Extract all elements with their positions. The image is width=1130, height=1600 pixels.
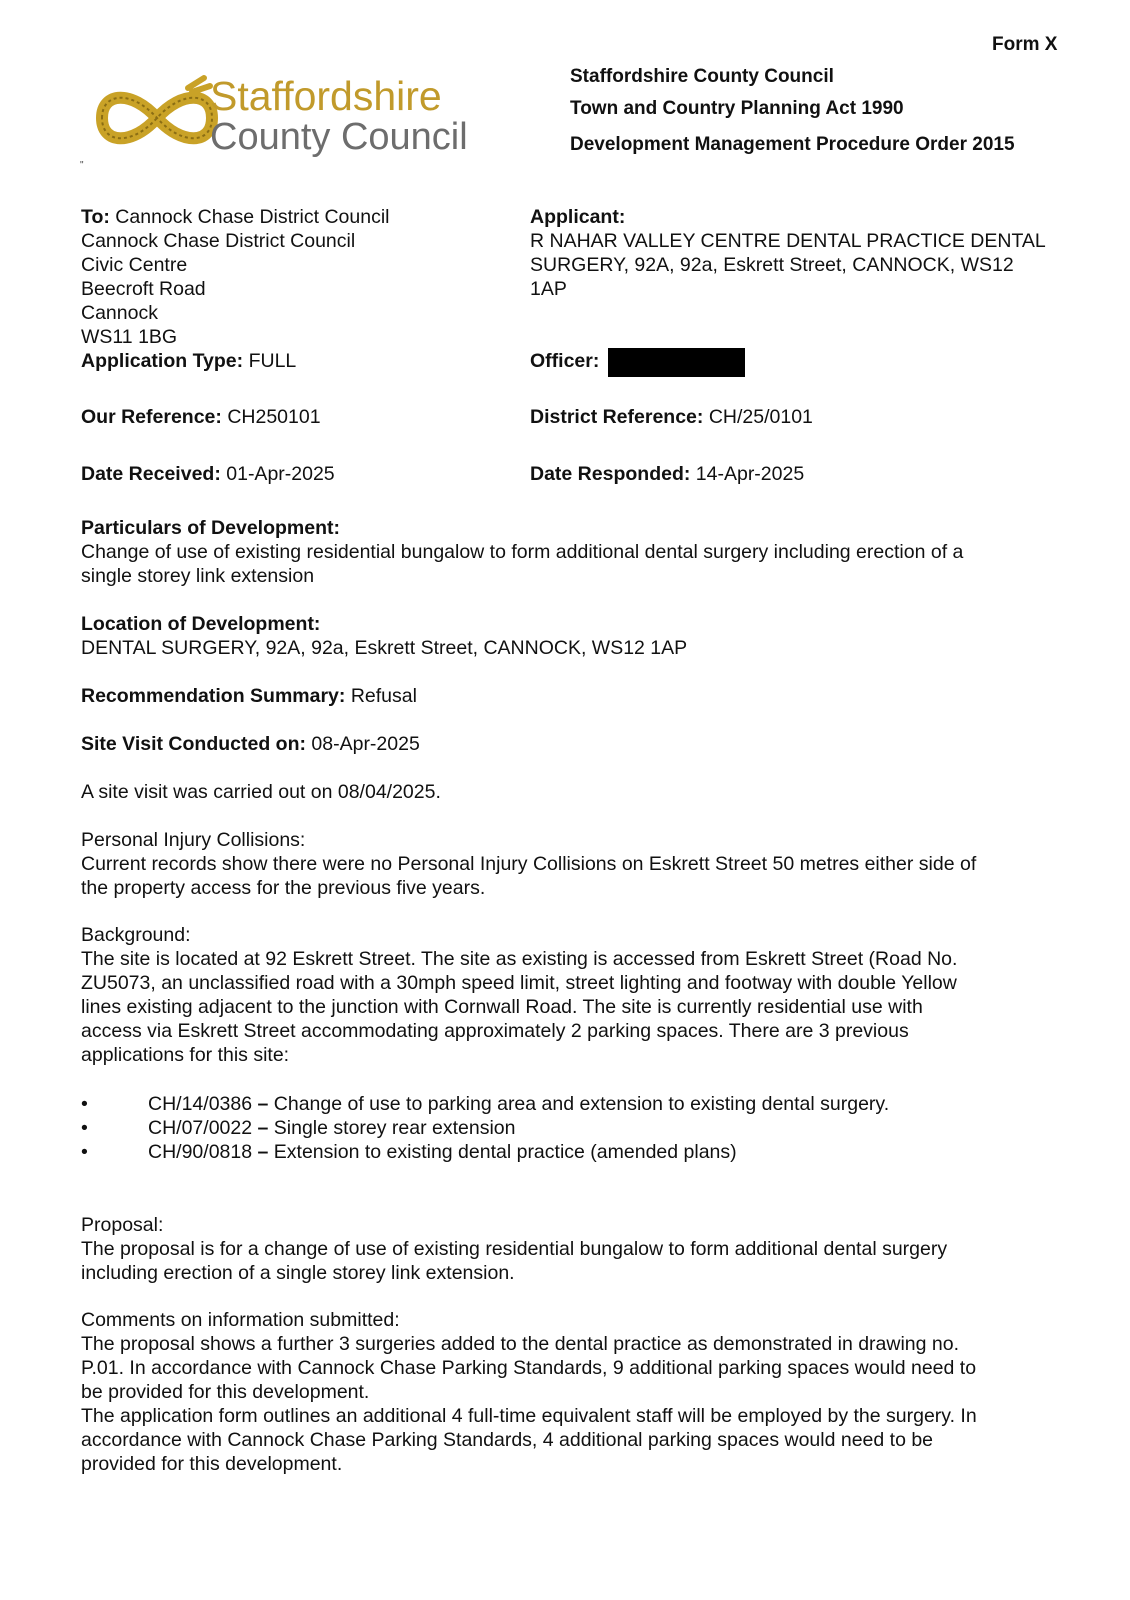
date-responded	[530, 462, 804, 486]
to-address-5: WS11 1BG	[81, 326, 178, 348]
applicant-line-3: 1AP	[530, 278, 567, 300]
small-mark: "	[80, 160, 84, 171]
background-line-3: lines existing adjacent to the junction with Cornwall Road. The site is currently residential use with	[81, 996, 923, 1018]
date-received-value: 01-Apr-2025	[226, 463, 335, 485]
date-received-label: Date Received:	[81, 463, 221, 485]
to-address-4: Cannock	[81, 302, 158, 324]
collisions-line-1: Current records show there were no Personal Injury Collisions on Eskrett Street 50 metres either side of	[81, 853, 977, 875]
site-visit-value: 08-Apr-2025	[311, 733, 420, 755]
recommendation-value: Refusal	[350, 685, 417, 707]
bullet-icon: •	[81, 1093, 88, 1115]
officer-label: Officer:	[530, 350, 600, 372]
list-item	[81, 1116, 88, 1140]
list-item-text: CH/14/0386 – Change of use to parking area and extension to existing dental surgery.	[148, 1093, 890, 1115]
to-label: To:	[81, 206, 110, 228]
proposal-line-1: The proposal is for a change of use of existing residential bungalow to form additional dental surgery	[81, 1238, 948, 1260]
background-line-4: access via Eskrett Street accommodating approximately 2 parking spaces. There are 3 previous	[81, 1020, 909, 1042]
to-line	[81, 205, 390, 229]
application-type	[81, 349, 296, 373]
background-heading: Background:	[81, 924, 191, 946]
bullet-icon: •	[81, 1117, 88, 1139]
particulars-heading: Particulars of Development:	[81, 517, 340, 539]
to-address-1: Cannock Chase District Council	[81, 230, 356, 252]
site-visit	[81, 732, 420, 756]
officer-redaction	[608, 348, 745, 377]
district-reference-value: CH/25/0101	[708, 406, 813, 428]
background-line-5: applications for this site:	[81, 1044, 290, 1066]
background-line-2: ZU5073, an unclassified road with a 30mph speed limit, street lighting and footway with double Yellow	[81, 972, 957, 994]
our-reference-value: CH250101	[227, 406, 321, 428]
list-item-text: CH/07/0022 – Single storey rear extension	[148, 1117, 516, 1139]
comments-line-5: accordance with Cannock Chase Parking Standards, 4 additional parking spaces would need to be	[81, 1429, 934, 1451]
comments-line-6: provided for this development.	[81, 1453, 343, 1475]
list-item	[81, 1140, 88, 1164]
comments-line-4: The application form outlines an additional 4 full-time equivalent staff will be employed by the surgery. In	[81, 1405, 977, 1427]
form-label: Form X	[992, 34, 1058, 55]
applicant-label: Applicant:	[530, 206, 626, 228]
act-title: Town and Country Planning Act 1990	[570, 98, 904, 119]
proposal-heading: Proposal:	[81, 1214, 164, 1236]
logo-line-1: Staffordshire	[210, 73, 442, 119]
date-responded-value: 14-Apr-2025	[695, 463, 805, 485]
collisions-heading: Personal Injury Collisions:	[81, 829, 306, 851]
council-title: Staffordshire County Council	[570, 66, 834, 87]
particulars-line-1: Change of use of existing residential bungalow to form additional dental surgery including erection of a	[81, 541, 964, 563]
collisions-line-2: the property access for the previous five years.	[81, 877, 486, 899]
comments-line-3: be provided for this development.	[81, 1381, 370, 1403]
comments-line-2: P.01. In accordance with Cannock Chase Parking Standards, 9 additional parking spaces would need to	[81, 1357, 977, 1379]
recommendation-label: Recommendation Summary:	[81, 685, 346, 707]
council-logo	[92, 72, 468, 168]
proposal-line-2: including erection of a single storey link extension.	[81, 1262, 515, 1284]
location-value: DENTAL SURGERY, 92A, 92a, Eskrett Street, CANNOCK, WS12 1AP	[81, 637, 688, 659]
our-reference-label: Our Reference:	[81, 406, 222, 428]
to-address-2: Civic Centre	[81, 254, 188, 276]
applicant-line-2: SURGERY, 92A, 92a, Eskrett Street, CANNOCK, WS12	[530, 254, 1014, 276]
location-heading: Location of Development:	[81, 613, 321, 635]
recommendation	[81, 684, 417, 708]
logo-line-2: County Council	[210, 116, 468, 158]
bullet-icon: •	[81, 1141, 88, 1163]
application-type-label: Application Type:	[81, 350, 244, 372]
stafford-knot-icon	[92, 72, 222, 164]
date-responded-label: Date Responded:	[530, 463, 691, 485]
to-name: Cannock Chase District Council	[115, 206, 390, 228]
order-title: Development Management Procedure Order 2015	[570, 134, 1015, 155]
site-visit-label: Site Visit Conducted on:	[81, 733, 306, 755]
particulars-line-2: single storey link extension	[81, 565, 315, 587]
comments-heading: Comments on information submitted:	[81, 1309, 400, 1331]
site-visit-note: A site visit was carried out on 08/04/2025.	[81, 781, 441, 803]
comments-line-1: The proposal shows a further 3 surgeries added to the dental practice as demonstrated in drawing no.	[81, 1333, 960, 1355]
our-reference	[81, 405, 321, 429]
application-type-value: FULL	[248, 350, 297, 372]
applicant-line-1: R NAHAR VALLEY CENTRE DENTAL PRACTICE DENTAL	[530, 230, 1046, 252]
district-reference	[530, 405, 813, 429]
list-item-text: CH/90/0818 – Extension to existing dental practice (amended plans)	[148, 1141, 737, 1163]
date-received	[81, 462, 335, 486]
list-item	[81, 1092, 88, 1116]
to-address-3: Beecroft Road	[81, 278, 206, 300]
background-line-1: The site is located at 92 Eskrett Street. The site as existing is accessed from Eskrett Street (Road No.	[81, 948, 958, 970]
district-reference-label: District Reference:	[530, 406, 704, 428]
